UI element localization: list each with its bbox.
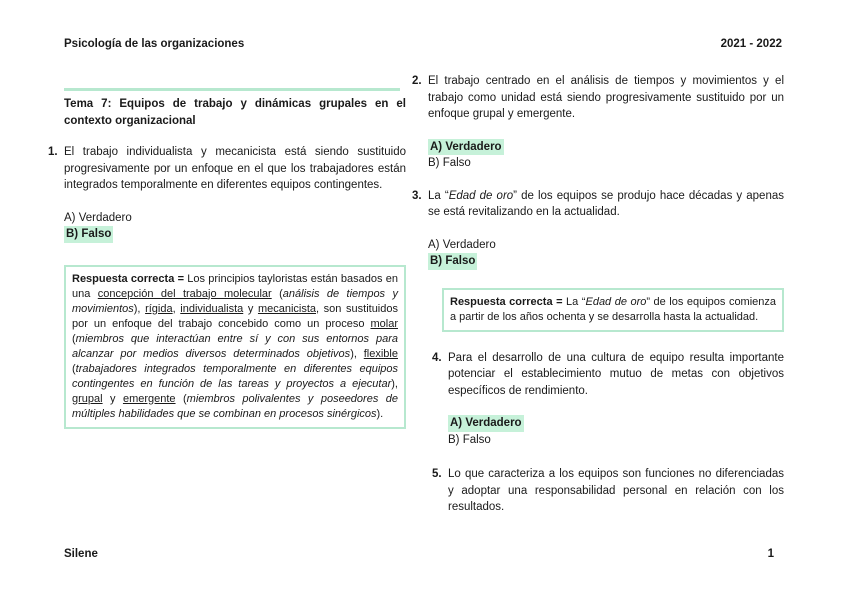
right-column-lower (432, 350, 784, 516)
question-number: 3. (412, 189, 422, 202)
answer-label: Respuesta correcta = (72, 272, 184, 285)
option-a: A) Verdadero (64, 211, 132, 224)
question-2-options (428, 139, 784, 172)
option-b-correct: B) Falso (64, 226, 113, 243)
question-1-options (64, 210, 406, 243)
question-4-options (448, 415, 784, 448)
left-column (48, 88, 406, 429)
question-number: 1. (48, 146, 58, 158)
option-a: A) Verdadero (428, 238, 496, 251)
answer-box-3: Respuesta correcta = La “Edad de oro” de los equipos comienza a partir de los años ochenta y se desarrolla hasta la actualidad. (442, 288, 784, 332)
header-subject: Psicología de las organizaciones (64, 38, 245, 50)
question-text: Lo que caracteriza a los equipos son funciones no diferenciadas y adoptar una responsabilidad personal en relación con los resultados. (448, 468, 784, 513)
option-a-correct: A) Verdadero (428, 139, 504, 156)
question-number: 5. (432, 468, 442, 480)
option-b-correct: B) Falso (428, 253, 477, 270)
option-b: B) Falso (428, 157, 471, 169)
question-text: El trabajo individualista y mecanicista está siendo sustituido progresivamente por un enfoque en el que los trabajadores están integrados temporalmente en diferentes equipos contingentes. (64, 146, 406, 191)
question-number: 2. (412, 75, 422, 87)
option-b: B) Falso (448, 433, 491, 446)
question-text: Para el desarrollo de una cultura de equipo resulta importante potenciar el establecimiento mutuo de metas con objetivos específicos de rendimiento. (448, 351, 784, 397)
footer-author: Silene (64, 548, 98, 560)
question-number: 4. (432, 351, 442, 364)
answer-label: Respuesta correcta = (450, 295, 563, 308)
footer-page-number: 1 (767, 548, 774, 560)
answer-box-1: Respuesta correcta = Los principios tayloristas están basados en una concepción del trabajo molecular (análisis de tiempos y movimientos), rígida, individualista y mecanicista, son sustituidos por un enfoque del trabajo concebido como un proceso molar (miembros que interactúan entre sí y con sus entornos para alcanzar por medios diversos determinados objetivos), flexible (trabajadores integrados temporalmente en diferentes equipos contingentes en función de las tareas y proyectos a ejecutar), grupal y emergente (miembros polivalentes y poseedores de múltiples habilidades que se combinan en procesos sinérgicos). (64, 265, 406, 429)
header-year: 2021 - 2022 (720, 38, 782, 50)
question-text: El trabajo centrado en el análisis de tiempos y movimientos y el trabajo como unidad está siendo progresivamente sustituido por un enfoque grupal y emergente. (428, 75, 784, 120)
question-1 (48, 144, 406, 194)
question-5 (432, 466, 784, 516)
topic-title: Tema 7: Equipos de trabajo y dinámicas grupales en el contexto organizacional (64, 98, 406, 127)
question-4 (432, 350, 784, 400)
question-2 (412, 73, 784, 123)
question-3: 3. La “Edad de oro” de los equipos se produjo hace décadas y apenas se está revitalizando en la actualidad. (412, 189, 784, 218)
question-3-options (428, 237, 784, 270)
right-column (412, 73, 784, 516)
option-a-correct: A) Verdadero (448, 415, 524, 432)
topic-title-bar (64, 88, 400, 91)
